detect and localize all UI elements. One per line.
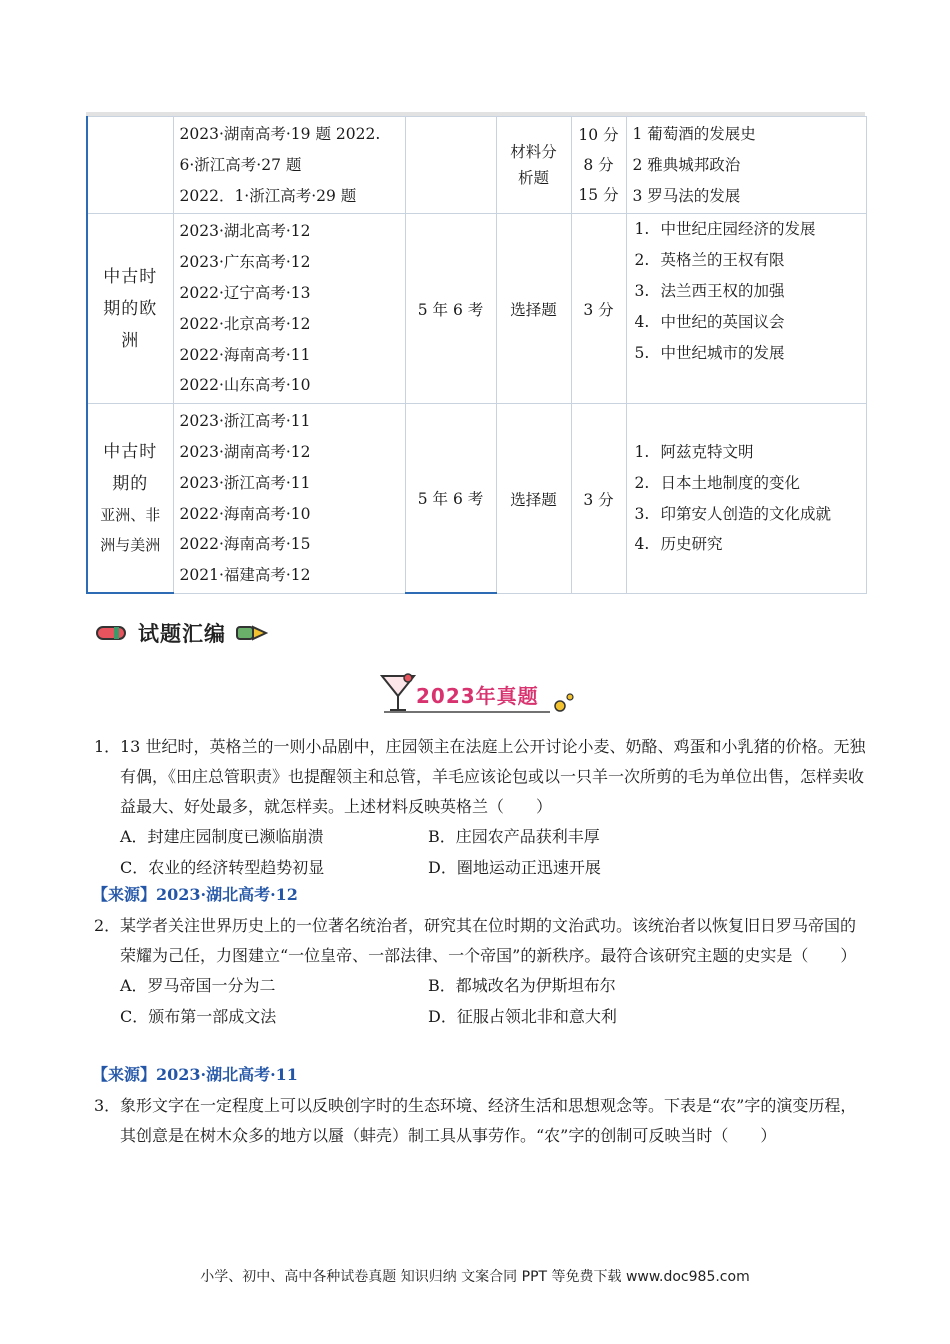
year-banner	[378, 672, 578, 718]
option-b: B．庄园农产品获利丰厚	[428, 827, 600, 846]
frequency: 5 年 6 考	[417, 300, 484, 319]
knowledge-point: 4. 中世纪的英国议会	[634, 312, 785, 331]
table-row	[87, 214, 866, 404]
question-type: 选择题	[510, 490, 557, 509]
points-cell	[626, 404, 866, 594]
frequency-cell	[405, 404, 496, 594]
options	[120, 971, 870, 1033]
knowledge-point: 1. 阿兹克特文明	[634, 442, 754, 461]
source-line: 6·浙江高考·27 题	[179, 155, 302, 174]
source-line: 2022·海南高考·15	[179, 535, 311, 554]
option-c: C．农业的经济转型趋势初显	[120, 858, 325, 877]
question-source: 【来源】2023·湖北高考·12	[92, 885, 298, 904]
source-line: 2023·湖南高考·19 题 2022.	[179, 125, 381, 143]
option-a: A．封建庄园制度已濒临崩溃	[120, 827, 324, 846]
question-type: 材料分	[510, 143, 557, 162]
source-line: 2023·浙江高考·11	[179, 412, 311, 431]
source-line: 2023·浙江高考·11	[179, 473, 311, 492]
table-row	[87, 404, 866, 594]
option-b: B．都城改名为伊斯坦布尔	[428, 976, 616, 995]
points-cell	[626, 117, 866, 214]
knowledge-point: 5. 中世纪城市的发展	[634, 343, 785, 362]
period-label: 洲	[121, 330, 140, 351]
source-line: 2022·辽宁高考·13	[179, 283, 311, 302]
source-line: 2022·山东高考·10	[179, 376, 311, 395]
question-stem: 13 世纪时，英格兰的一则小品剧中，庄园领主在法庭上公开讨论小麦、奶酪、鸡蛋和小乳猪的价格。无独有偶，《田庄总管职责》也提醒领主和总管，羊毛应该论包或以一只羊一次所剪的毛为单位出售，怎样卖收益最大、好处最多，就怎样卖。上述材料反映英格兰（ ）	[120, 737, 866, 816]
section-title: 试题汇编	[138, 622, 226, 646]
score-cell	[571, 214, 626, 404]
page-footer: 小学、初中、高中各种试卷真题 知识归纳 文案合同 PPT 等免费下载 www.doc985.com	[200, 1269, 750, 1285]
question-type: 析题	[517, 169, 549, 188]
source-line: 2023·湖南高考·12	[179, 442, 311, 461]
knowledge-point: 3. 印第安人创造的文化成就	[634, 504, 832, 523]
knowledge-point: 2. 日本土地制度的变化	[634, 473, 801, 492]
knowledge-point: 4. 历史研究	[634, 535, 723, 554]
source-line: 2022·海南高考·11	[179, 345, 311, 364]
knowledge-point: 2. 英格兰的王权有限	[634, 251, 785, 270]
knowledge-point: 2 雅典城邦政治	[632, 155, 741, 174]
source-line: 2023·广东高考·12	[179, 253, 311, 272]
period-label: 亚洲、非	[100, 506, 161, 525]
question-type-cell	[496, 404, 571, 594]
question-stem: 象形文字在一定程度上可以反映创字时的生态环境、经济生活和思想观念等。下表是“农”字的演变历程，其创意是在树木众多的地方以蜃（蚌壳）制工具从事劳作。“农”字的创制可反映当时（ ）	[120, 1096, 857, 1145]
source-line: 2021·福建高考·12	[179, 566, 311, 585]
question-number: 1．	[94, 737, 121, 756]
score-cell	[571, 117, 626, 214]
question-3	[94, 1091, 870, 1151]
sources-cell	[173, 117, 405, 214]
question-2	[94, 911, 870, 1033]
period-cell	[87, 214, 173, 404]
points-cell	[626, 214, 866, 404]
sources-cell	[173, 404, 405, 594]
knowledge-point: 3 罗马法的发展	[632, 186, 741, 205]
knowledge-point: 1 葡萄酒的发展史	[632, 125, 756, 143]
question-1	[94, 732, 870, 884]
period-label: 期的	[112, 474, 149, 495]
option-d: D．圈地运动正迅速开展	[428, 858, 601, 877]
period-label: 中古时	[103, 442, 158, 463]
section-header	[96, 618, 268, 648]
question-type-cell	[496, 117, 571, 214]
period-label: 中古时	[103, 266, 158, 287]
question-number: 3．	[94, 1096, 121, 1115]
knowledge-point: 1. 中世纪庄园经济的发展	[634, 220, 816, 239]
pencil-icon	[96, 624, 128, 642]
question-stem: 某学者关注世界历史上的一位著名统治者，研究其在位时期的文治武功。该统治者以恢复旧日罗马帝国的荣耀为己任，力图建立“一位皇帝、一部法律、一个帝国”的新秩序。最符合该研究主题的史实是（ ）	[120, 916, 857, 965]
knowledge-point: 3. 法兰西王权的加强	[634, 281, 785, 300]
period-cell	[87, 117, 173, 214]
source-line: 2022．1·浙江高考·29 题	[179, 186, 357, 205]
question-type-cell	[496, 214, 571, 404]
source-line: 2022·北京高考·12	[179, 314, 311, 333]
score: 8 分	[583, 156, 614, 175]
question-type: 选择题	[510, 300, 557, 319]
year-title: 2023年真题	[416, 684, 539, 708]
period-label: 洲与美洲	[100, 536, 161, 555]
option-c: C．颁布第一部成文法	[120, 1007, 277, 1026]
option-a: A．罗马帝国一分为二	[120, 976, 276, 995]
score: 3 分	[583, 490, 614, 509]
option-d: D．征服占领北非和意大利	[428, 1007, 617, 1026]
exam-summary-table	[86, 116, 867, 594]
frequency-cell	[405, 214, 496, 404]
question-source: 【来源】2023·湖北高考·11	[92, 1065, 298, 1084]
period-label: 期的欧	[103, 298, 158, 319]
score: 15 分	[578, 186, 619, 205]
frequency: 5 年 6 考	[417, 490, 484, 509]
sources-cell	[173, 214, 405, 404]
source-line: 2022·海南高考·10	[179, 504, 311, 523]
score: 10 分	[578, 126, 619, 145]
pencil-tip-icon	[236, 624, 268, 642]
score-cell	[571, 404, 626, 594]
options	[120, 822, 870, 884]
period-cell	[87, 404, 173, 594]
table-row	[87, 117, 866, 214]
question-number: 2．	[94, 916, 121, 935]
source-line: 2023·湖北高考·12	[179, 222, 311, 241]
frequency-cell	[405, 117, 496, 214]
score: 3 分	[583, 300, 614, 319]
